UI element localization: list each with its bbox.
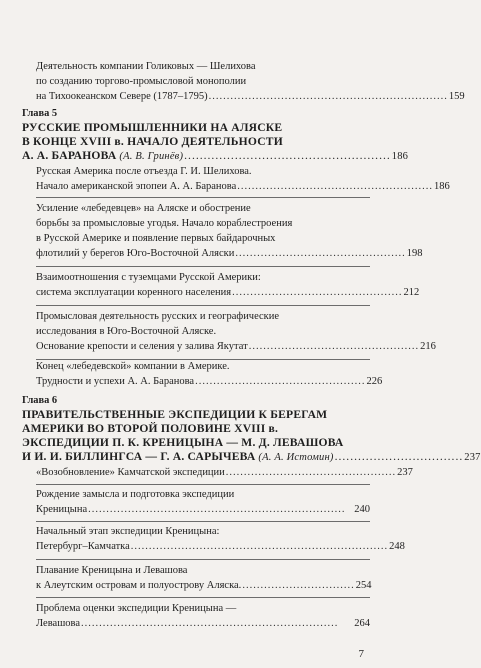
- entry-line: в Русской Америке и появление первых байдарочных: [36, 233, 276, 244]
- chapter-title-line: ЭКСПЕДИЦИИ П. К. КРЕНИЦЫНА — М. Д. ЛЕВАШОВА: [22, 436, 344, 449]
- entry-line: Левашова: [36, 618, 81, 629]
- chapter-5-title[interactable]: [22, 120, 409, 162]
- leader-dots: .......................................................................: [81, 618, 339, 629]
- chapter-6-label: Глава 6: [22, 395, 58, 406]
- entry-line: флотилий у берегов Юго-Восточной Аляски: [36, 248, 235, 259]
- page-number: 198: [406, 248, 423, 259]
- toc-entry[interactable]: [36, 523, 405, 553]
- page-number: 264: [354, 618, 370, 629]
- entry-line: Начальный этап экспедиции Креницына:: [36, 526, 220, 537]
- page-number: 212: [403, 287, 420, 298]
- divider: [36, 559, 370, 560]
- page-number: 240: [354, 504, 370, 515]
- entry-line: Рождение замысла и подготовка экспедиции: [36, 489, 235, 500]
- toc-entry[interactable]: [36, 163, 370, 178]
- toc-entry[interactable]: [36, 308, 436, 353]
- divider: [36, 597, 370, 598]
- entry-line: Деятельность компании Голиковых — Шелихова: [36, 61, 256, 72]
- entry-line: к Алеутским островам и полуострову Аляска.: [36, 580, 242, 591]
- chapter-title-line: АМЕРИКИ ВО ВТОРОЙ ПОЛОВИНЕ XVIII в.: [22, 422, 279, 435]
- leader-dots: ..................................................................: [208, 91, 448, 102]
- page-number: 186: [434, 181, 450, 192]
- chapter-author: (А. В. Гринёв): [119, 151, 184, 162]
- entry-line: система эксплуатации коренного населения: [36, 287, 232, 298]
- entry-line: Усиление «лебедевцев» на Аляске и обострение: [36, 203, 251, 214]
- entry-line: Конец «лебедевской» компании в Америке.: [36, 361, 230, 372]
- leader-dots: ...............................: [242, 580, 355, 591]
- entry-line: по созданию торгово-промысловой монополии: [36, 76, 247, 87]
- entry-line: Основание крепости и селения у залива Якутат: [36, 341, 248, 352]
- page-number: 226: [366, 376, 383, 387]
- entry-line: Плавание Креницына и Левашова: [36, 565, 188, 576]
- toc-entry[interactable]: [36, 269, 420, 299]
- leader-dots: ...............................................: [248, 341, 420, 352]
- page-number: 237: [397, 467, 413, 478]
- entry-line: на Тихоокеанском Севере (1787–1795): [36, 91, 208, 102]
- chapter-5-label: Глава 5: [22, 108, 58, 119]
- entry-line: Креницына: [36, 504, 88, 515]
- toc-entry[interactable]: [36, 486, 370, 516]
- toc-entry[interactable]: [36, 464, 413, 479]
- entry-line: Начало американской эпопеи А. А. Баранова: [36, 181, 237, 192]
- toc-entry[interactable]: [36, 600, 370, 630]
- leader-dots: ...............................................: [195, 376, 366, 387]
- divider: [36, 197, 370, 198]
- entry-line: Промысловая деятельность русских и географические: [36, 311, 280, 322]
- entry-line: исследования в Юго-Восточной Аляске.: [36, 326, 217, 337]
- page-number: 237: [464, 452, 481, 463]
- entry-line: Русская Америка после отъезда Г. И. Шелихова.: [36, 166, 252, 177]
- page-number: 248: [389, 541, 405, 552]
- entry-line: борьбы за промысловые угодья. Начало кораблестроения: [36, 218, 293, 229]
- divider: [36, 266, 370, 267]
- toc-entry[interactable]: [36, 562, 370, 592]
- entry-line: Трудности и успехи А. А. Баранова: [36, 376, 195, 387]
- divider: [36, 305, 370, 306]
- leader-dots: .......................................................................: [88, 504, 346, 515]
- page-number: 186: [391, 151, 409, 162]
- leader-dots: .....................................................: [184, 149, 391, 162]
- leader-dots: ...............................................: [225, 467, 397, 478]
- toc-entry[interactable]: [36, 178, 450, 193]
- divider: [36, 484, 370, 485]
- divider: [36, 521, 370, 522]
- entry-line: Взаимоотношения с туземцами Русской Америки:: [36, 272, 261, 283]
- page-number: 159: [448, 91, 465, 102]
- page-number: 216: [420, 341, 436, 352]
- leader-dots: .................................: [334, 450, 464, 463]
- entry-line: «Возобновление» Камчатской экспедиции: [36, 467, 225, 478]
- toc-entry[interactable]: [36, 358, 383, 388]
- entry-line: Петербург–Камчатка: [36, 541, 130, 552]
- chapter-title-line: А. А. БАРАНОВА: [22, 149, 117, 162]
- chapter-author: (А. А. Истомин): [258, 452, 334, 463]
- leader-dots: ...............................................: [235, 248, 406, 259]
- chapter-title-line: В КОНЦЕ XVIII в. НАЧАЛО ДЕЯТЕЛЬНОСТИ: [22, 135, 283, 148]
- leader-dots: ...............................................: [232, 287, 403, 298]
- page-number: 254: [355, 580, 372, 591]
- toc-entry-goldikov-shelikhov[interactable]: [36, 58, 465, 103]
- entry-line: Проблема оценки экспедиции Креницына —: [36, 603, 237, 614]
- leader-dots: ......................................................: [237, 181, 434, 192]
- leader-dots: .......................................................................: [130, 541, 389, 552]
- chapter-6-title[interactable]: [22, 407, 481, 463]
- chapter-title-line: И И. И. БИЛЛИНГСА — Г. А. САРЫЧЕВА: [22, 450, 256, 463]
- chapter-title-line: ПРАВИТЕЛЬСТВЕННЫЕ ЭКСПЕДИЦИИ К БЕРЕГАМ: [22, 408, 328, 421]
- folio-page-number: 7: [358, 648, 364, 660]
- toc-entry[interactable]: [36, 200, 423, 260]
- chapter-title-line: РУССКИЕ ПРОМЫШЛЕННИКИ НА АЛЯСКЕ: [22, 121, 283, 134]
